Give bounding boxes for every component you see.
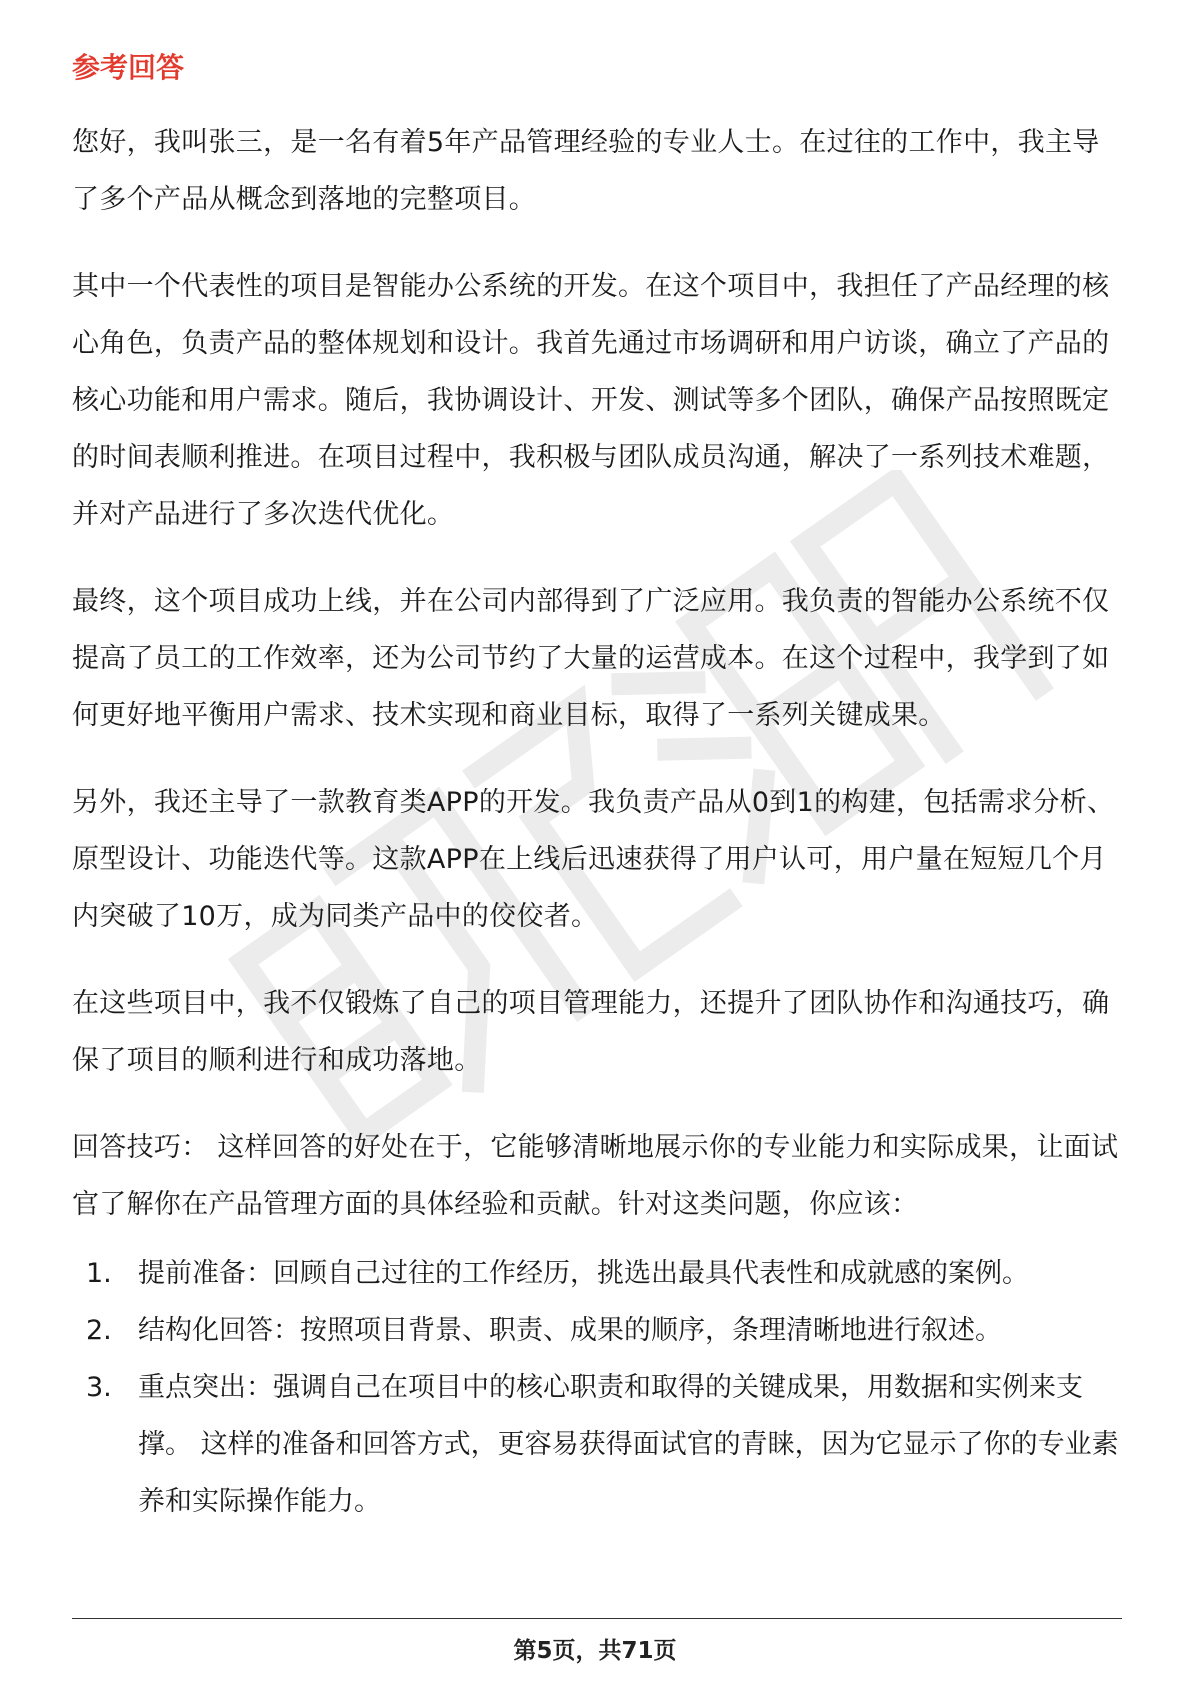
paragraph: 您好，我叫张三，是一名有着5年产品管理经验的专业人士。在过往的工作中，我主导了多个产品从概念到落地的完整项目。: [72, 127, 1100, 215]
footer-divider: [72, 1618, 1122, 1619]
list-number: 2.: [86, 1315, 112, 1346]
paragraph: 另外，我还主导了一款教育类APP的开发。我负责产品从0到1的构建，包括需求分析、原型设计、功能迭代等。这款APP在上线后迅速获得了用户认可，用户量在短短几个月内突破了10万，成为同类产品中的佼佼者。: [72, 787, 1115, 932]
tips-intro: 回答技巧： 这样回答的好处在于，它能够清晰地展示你的专业能力和实际成果，让面试官了解你在产品管理方面的具体经验和贡献。针对这类问题，你应该：: [72, 1132, 1119, 1220]
list-item: [72, 1245, 1122, 1302]
section-heading: 参考回答: [72, 51, 185, 84]
paragraph: 最终，这个项目成功上线，并在公司内部得到了广泛应用。我负责的智能办公系统不仅提高了员工的工作效率，还为公司节约了大量的运营成本。在这个过程中，我学到了如何更好地平衡用户需求、技术实现和商业目标，取得了一系列关键成果。: [72, 586, 1110, 731]
document-page: [72, 48, 1122, 1530]
paragraph: 在这些项目中，我不仅锻炼了自己的项目管理能力，还提升了团队协作和沟通技巧，确保了项目的顺利进行和成功落地。: [72, 988, 1110, 1076]
paragraph: 其中一个代表性的项目是智能办公系统的开发。在这个项目中，我担任了产品经理的核心角色，负责产品的整体规划和设计。我首先通过市场调研和用户访谈，确立了产品的核心功能和用户需求。随后，我协调设计、开发、测试等多个团队，确保产品按照既定的时间表顺利推进。在项目过程中，我积极与团队成员沟通，解决了一系列技术难题，并对产品进行了多次迭代优化。: [72, 271, 1110, 530]
tips-list: [72, 1245, 1122, 1530]
list-item: [72, 1302, 1122, 1359]
page-number: 第5页，共71页: [513, 1638, 677, 1664]
list-number: 1.: [86, 1258, 112, 1289]
list-text: 结构化回答：按照项目背景、职责、成果的顺序，条理清晰地进行叙述。: [138, 1315, 1002, 1346]
list-text: 提前准备：回顾自己过往的工作经历，挑选出最具代表性和成就感的案例。: [138, 1258, 1029, 1289]
list-number: 3.: [86, 1372, 112, 1403]
list-text: 重点突出：强调自己在项目中的核心职责和取得的关键成果，用数据和实例来支撑。 这样的准备和回答方式，更容易获得面试官的青睐，因为它显示了你的专业素养和实际操作能力。: [138, 1372, 1119, 1517]
list-item: [72, 1359, 1122, 1530]
